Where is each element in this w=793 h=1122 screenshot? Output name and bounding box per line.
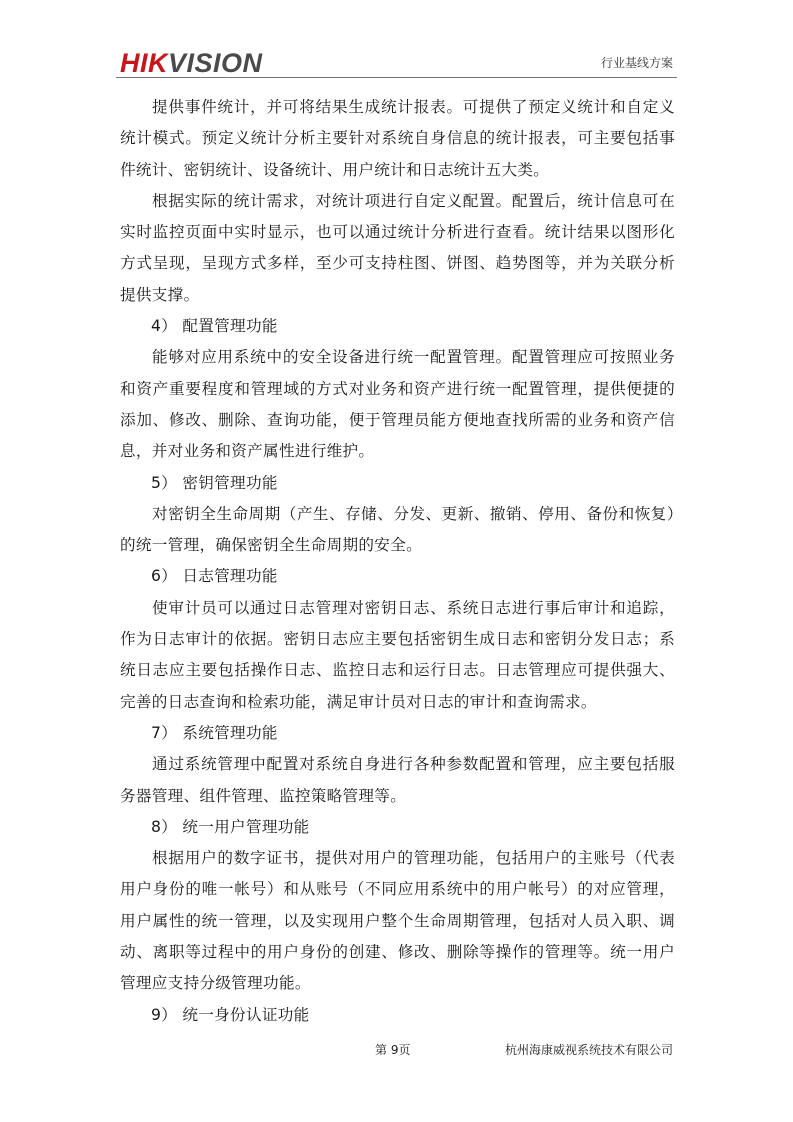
paragraph: 使审计员可以通过日志管理对密钥日志、系统日志进行事后审计和追踪，作为日志审计的依据。密钥日志应主要包括密钥生成日志和密钥分发日志；系统日志应主要包括操作日志、监控日志和运行日志。日志管理应可提供强大、完善的日志查询和检索功能，满足审计员对日志的审计和查询需求。 — [120, 598, 675, 711]
section-heading: 9） 统一身份认证功能 — [151, 1005, 310, 1024]
section-heading: 6） 日志管理功能 — [151, 567, 278, 586]
paragraph: 能够对应用系统中的安全设备进行统一配置管理。配置管理应可按照业务和资产重要程度和管理域的方式对业务和资产进行统一配置管理，提供便捷的添加、修改、删除、查询功能，便于管理员能方便地查找所需的业务和资产信息，并对业务和资产属性进行维护。 — [120, 348, 675, 461]
hikvision-logo: HIKVISION — [120, 48, 263, 78]
paragraph: 根据用户的数字证书，提供对用户的管理功能，包括用户的主账号（代表用户身份的唯一帐号）和从账号（不同应用系统中的用户帐号）的对应管理，用户属性的统一管理，以及实现用户整个生命周期管理，包括对人员入职、调动、离职等过程中的用户身份的创建、修改、删除等操作的管理等。统一用户管理应支持分级管理功能。 — [120, 849, 675, 993]
company-name: 杭州海康威视系统技术有限公司 — [504, 1043, 673, 1057]
document-type-label: 行业基线方案 — [600, 56, 673, 70]
paragraph: 对密钥全生命周期（产生、存储、分发、更新、撤销、停用、备份和恢复）的统一管理，确保密钥全生命周期的安全。 — [120, 504, 675, 555]
paragraph: 根据实际的统计需求，对统计项进行自定义配置。配置后，统计信息可在实时监控页面中实时显示，也可以通过统计分析进行查看。统计结果以图形化方式呈现，呈现方式多样，至少可支持柱图、饼图、趋势图等，并为关联分析提供支撑。 — [120, 191, 675, 304]
header-divider — [116, 77, 677, 78]
paragraph: 通过系统管理中配置对系统自身进行各种参数配置和管理，应主要包括服务器管理、组件管理、监控策略管理等。 — [120, 755, 675, 805]
document-body — [120, 92, 675, 1031]
section-heading: 4） 配置管理功能 — [151, 317, 278, 336]
section-heading: 8） 统一用户管理功能 — [151, 817, 310, 836]
page-number: 第 9页 — [375, 1043, 411, 1057]
section-heading: 5） 密钥管理功能 — [151, 473, 278, 492]
paragraph: 提供事件统计，并可将结果生成统计报表。可提供了预定义统计和自定义统计模式。预定义统计分析主要针对系统自身信息的统计报表，可主要包括事件统计、密钥统计、设备统计、用户统计和日志统计五大类。 — [120, 98, 675, 179]
section-heading: 7） 系统管理功能 — [151, 723, 278, 742]
